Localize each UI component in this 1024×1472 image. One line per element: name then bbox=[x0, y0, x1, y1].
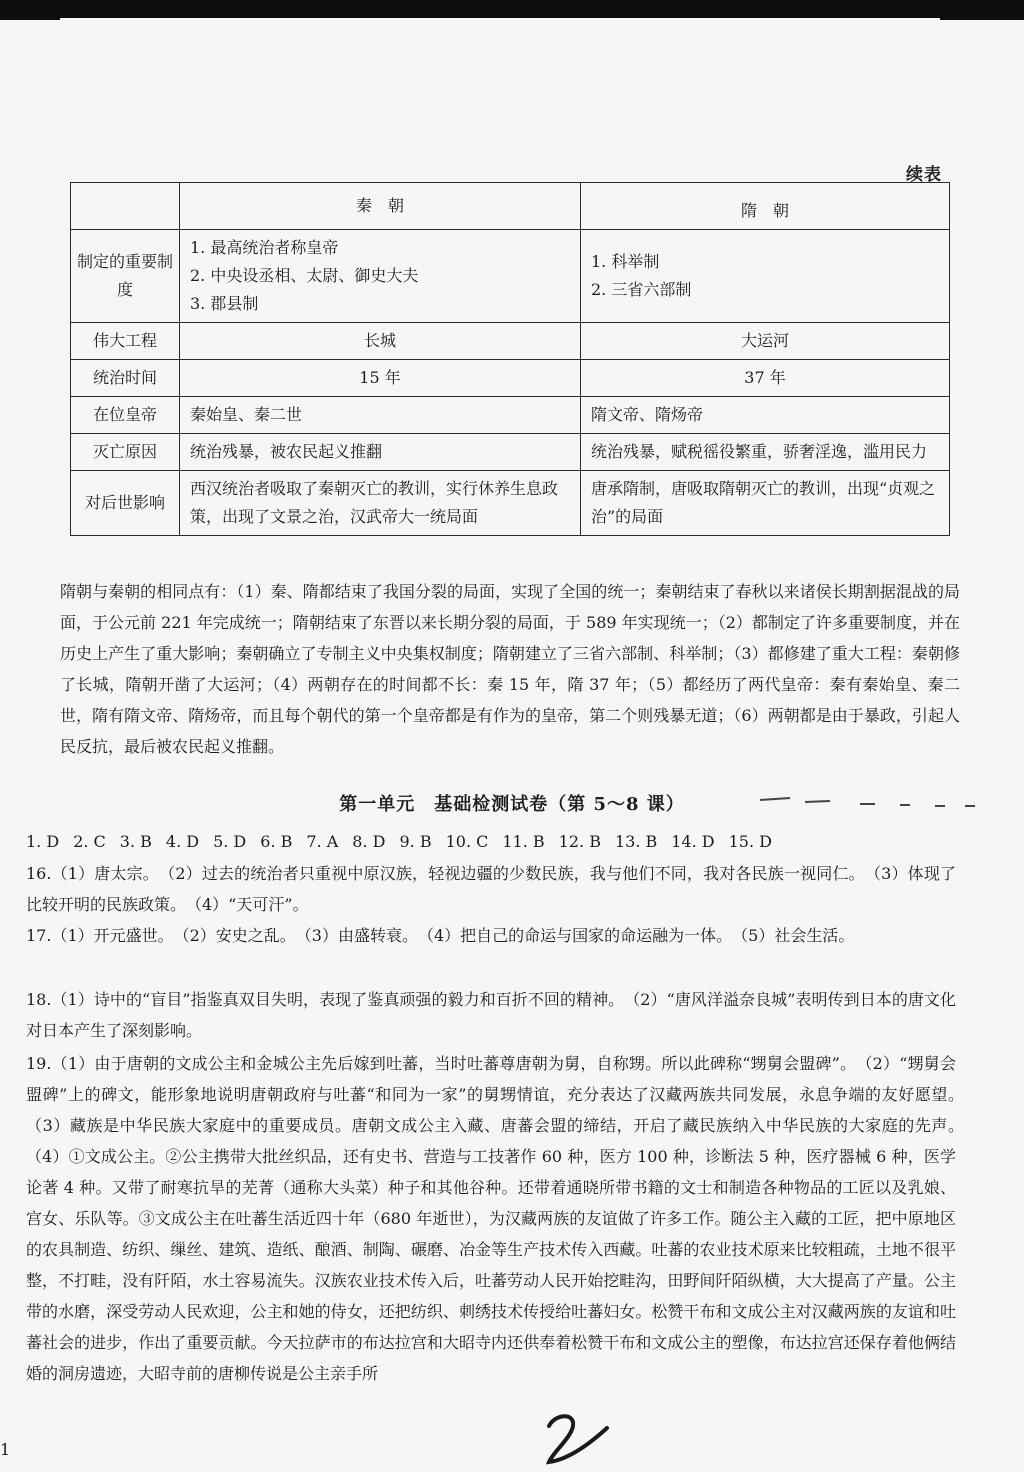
handwritten-mark bbox=[535, 1408, 615, 1468]
row-label: 对后世影响 bbox=[71, 471, 180, 536]
table-row bbox=[71, 397, 950, 434]
answer-item: 10. C bbox=[445, 832, 489, 851]
row-label: 在位皇帝 bbox=[71, 397, 180, 434]
qin-cell: 西汉统治者吸取了秦朝灭亡的教训，实行休养生息政策，出现了文景之治，汉武帝大一统局面 bbox=[180, 471, 581, 536]
table-header-corner bbox=[71, 183, 180, 230]
sui-cell: 隋文帝、隋炀帝 bbox=[581, 397, 950, 434]
answer-item: 7. A bbox=[306, 832, 339, 851]
answer-item: 2. C bbox=[73, 832, 106, 851]
table-row bbox=[71, 323, 950, 360]
list-item: 3. 郡县制 bbox=[190, 294, 259, 313]
row-label: 伟大工程 bbox=[71, 323, 180, 360]
header-qin: 秦 朝 bbox=[180, 183, 581, 230]
header-sui: 隋 朝 bbox=[581, 183, 950, 230]
answer-item: 11. B bbox=[502, 832, 545, 851]
qin-sui-comparison-table bbox=[70, 182, 950, 536]
answer-item: 1. D bbox=[26, 832, 60, 851]
comparison-paragraph: 隋朝与秦朝的相同点有：（1）秦、隋都结束了我国分裂的局面，实现了全国的统一；秦朝结束了春秋以来诸侯长期割据混战的局面，于公元前 221 年完成统一；隋朝结束了东晋以来长期分裂的局面，于 589 年实现统一；（2）都制定了许多重要制度，并在历史上产生了重大影响；秦朝确立了专制主义中央集权制度；隋朝建立了三省六部制、科举制；（3）都修建了重大工程：秦朝修了长城，隋朝开凿了大运河；（4）两朝存在的时间都不长：秦 15 年，隋 37 年；（5）都经历了两代皇帝：秦有秦始皇、秦二世，隋有隋文帝、隋炀帝，而且每个朝代的第一个皇帝都是有作为的皇帝，第二个则残暴无道；（6）两朝都是由于暴政，引起人民反抗，最后被农民起义推翻。 bbox=[60, 582, 960, 756]
list-item: 1. 最高统治者称皇帝 bbox=[190, 238, 339, 257]
table-row bbox=[71, 360, 950, 397]
answer-item: 12. B bbox=[558, 832, 601, 851]
qin-cell: 秦始皇、秦二世 bbox=[180, 397, 581, 434]
table-row bbox=[71, 230, 950, 323]
answer-item: 4. D bbox=[165, 832, 200, 851]
qin-cell bbox=[180, 230, 581, 323]
list-item: 1. 科举制 bbox=[591, 252, 660, 271]
qin-cell: 15 年 bbox=[180, 360, 581, 397]
table-header-row bbox=[71, 183, 950, 230]
sui-cell bbox=[581, 230, 950, 323]
multiple-choice-answers bbox=[26, 826, 966, 857]
qin-cell: 长城 bbox=[180, 323, 581, 360]
sui-cell: 唐承隋制，唐吸取隋朝灭亡的教训，出现“贞观之治”的局面 bbox=[581, 471, 950, 536]
continuation-label: 续表 bbox=[906, 165, 942, 185]
row-label: 制定的重要制度 bbox=[71, 230, 180, 323]
answer-item: 8. D bbox=[352, 832, 386, 851]
answers-row bbox=[26, 826, 966, 857]
answer-item: 6. B bbox=[260, 832, 293, 851]
answer-item: 5. D bbox=[213, 832, 247, 851]
table-row bbox=[71, 471, 950, 536]
sui-cell: 37 年 bbox=[581, 360, 950, 397]
row-label: 灭亡原因 bbox=[71, 434, 180, 471]
list-item: 2. 中央设丞相、太尉、御史大夫 bbox=[190, 266, 419, 285]
sui-cell: 大运河 bbox=[581, 323, 950, 360]
qin-cell: 统治残暴，被农民起义推翻 bbox=[180, 434, 581, 471]
answer-item: 9. B bbox=[399, 832, 432, 851]
question-19-answer: 19.（1）由于唐朝的文成公主和金城公主先后嫁到吐蕃，当时吐蕃尊唐朝为舅，自称甥。所以此碑称“甥舅会盟碑”。 （2）“甥舅会盟碑”上的碑文，能形象地说明唐朝政府与吐蕃“和同为一家”的舅甥情谊，充分表达了汉藏两族共同发展，永息争端的友好愿望。 （3）藏族是中华民族大家庭中的重要成员。唐朝文成公主入藏、唐蕃会盟的缔结，开启了藏民族纳入中华民族的大家庭的先声。 （4）①文成公主。②公主携带大批丝织品，还有史书、营造与工技著作 60 种，医方 100 种，诊断法 5 种，医疗器械 6 种，医学论著 4 种。又带了耐寒抗旱的芜菁（通称大头菜）种子和其他谷种。还带着通晓所带书籍的文士和制造各种物品的工匠以及乳娘、宫女、乐队等。③文成公主在吐蕃生活近四十年（680 年逝世），为汉藏两族的友谊做了许多工作。随公主入藏的工匠，把中原地区的农具制造、纺织、缫丝、建筑、造纸、酿酒、制陶、碾磨、冶金等生产技术传入西藏。吐蕃的农业技术原来比较粗疏，土地不很平整，不打畦，没有阡陌，水土容易流失。汉族农业技术传入后，吐蕃劳动人民开始挖畦沟，田野间阡陌纵横，大大提高了产量。公主带的水磨，深受劳动人民欢迎，公主和她的侍女，还把纺织、刺绣技术传授给吐蕃妇女。松赞干布和文成公主对汉藏两族的友谊和吐蕃社会的进步，作出了重要贡献。今天拉萨市的布达拉宫和大昭寺内还供奉着松赞干布和文成公主的塑像，布达拉宫还保存着他俩结婚的洞房遗迹，大昭寺前的唐柳传说是公主亲手所 bbox=[26, 1054, 973, 1383]
answer-item: 3. B bbox=[119, 832, 152, 851]
answer-item: 14. D bbox=[671, 832, 715, 851]
table-row bbox=[71, 434, 950, 471]
answer-item: 15. D bbox=[728, 832, 772, 851]
list-item: 2. 三省六部制 bbox=[591, 280, 692, 299]
row-label: 统治时间 bbox=[71, 360, 180, 397]
section-title: 第一单元 基础检测试卷（第 5～8 课） bbox=[339, 794, 685, 815]
question-17-answer: 17.（1）开元盛世。 （2）安史之乱。 （3）由盛转衰。 （4）把自己的命运与国家的命运融为一体。 （5）社会生活。 bbox=[26, 926, 855, 945]
sui-cell: 统治残暴，赋税徭役繁重，骄奢淫逸，滥用民力 bbox=[581, 434, 950, 471]
question-16-answer: 16.（1）唐太宗。 （2）过去的统治者只重视中原汉族，轻视边疆的少数民族，我与他们不同，我对各民族一视同仁。 （3）体现了比较开明的民族政策。 （4）“天可汗”。 bbox=[26, 864, 956, 914]
scan-top-border bbox=[0, 0, 1024, 20]
page-number: 1 bbox=[0, 1440, 11, 1459]
scan-top-notch bbox=[60, 18, 940, 26]
question-18-answer: 18.（1）诗中的“盲目”指鉴真双目失明，表现了鉴真顽强的毅力和百折不回的精神。 （2）“唐风洋溢奈良城”表明传到日本的唐文化对日本产生了深刻影响。 bbox=[26, 990, 956, 1040]
answer-item: 13. B bbox=[614, 832, 658, 851]
